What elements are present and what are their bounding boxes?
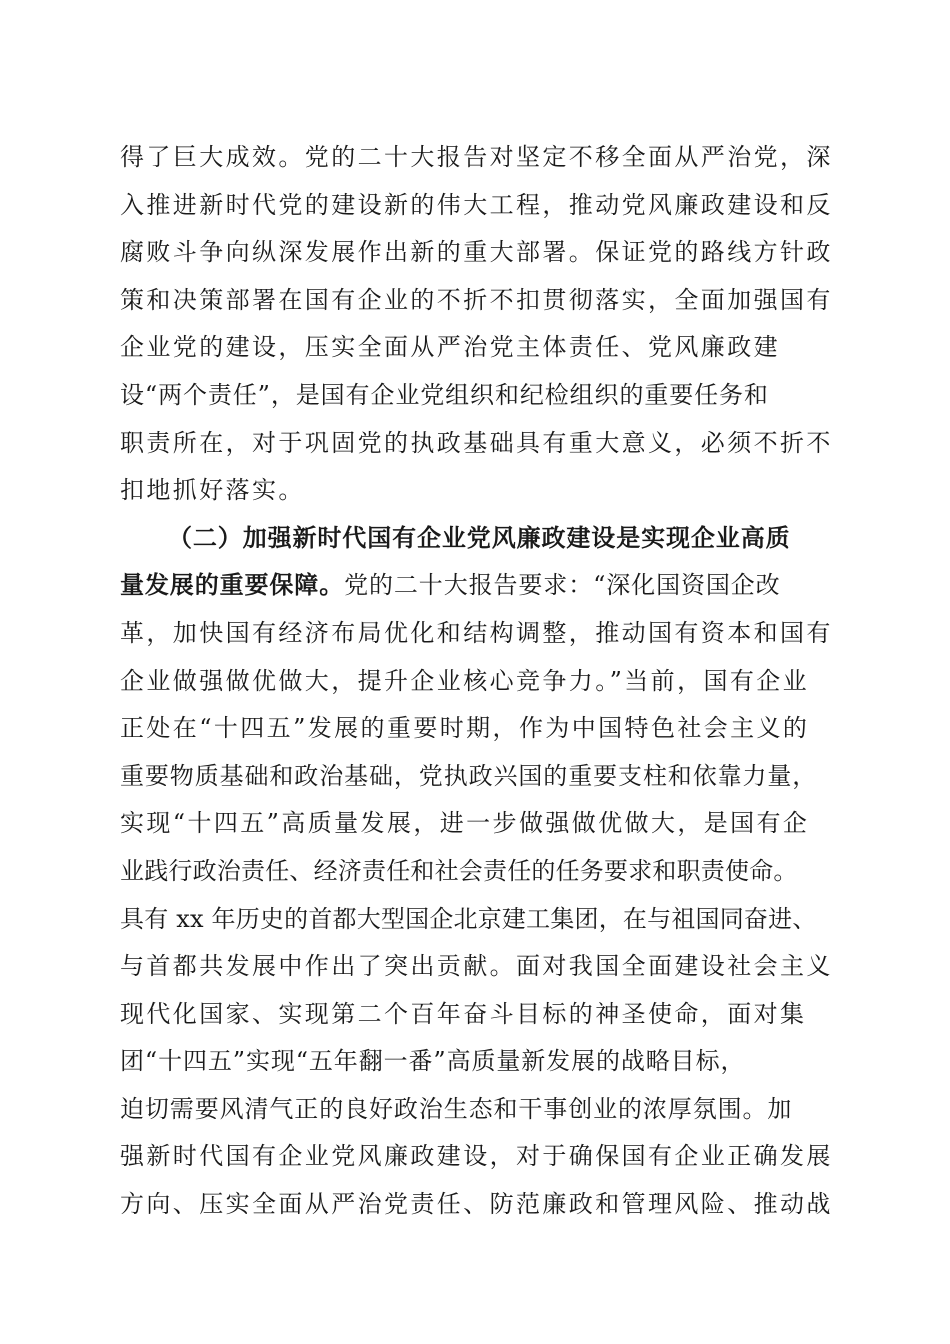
section-heading-part-2: 量发展的重要保障。 [120,571,345,600]
paragraph-1-line-6: 设“两个责任”，是国有企业党组织和纪检组织的重要任务和 [120,380,769,409]
paragraph-1-line-8: 扣地抓好落实。 [120,476,305,505]
paragraph-2-line-2-text: 党的二十大报告要求：“深化国资国企改 [344,571,781,600]
paragraph-2-line-10: 与首都共发展中作出了突出贡献。面对我国全面建设社会主义 [120,952,833,981]
paragraph-2-line-15: 方向、压实全面从严治党责任、防范廉政和管理风险、推动战 [120,1190,833,1219]
paragraph-2-line-9: 具有 xx 年历史的首都大型国企北京建工集团，在与祖国同奋进、 [120,904,817,933]
paragraph-2-line-8: 业践行政治责任、经济责任和社会责任的任务要求和职责使命。 [120,856,798,885]
paragraph-1-line-2: 入推进新时代党的建设新的伟大工程，推动党风廉政建设和反 [120,190,833,219]
paragraph-1-line-5: 企业党的建设，压实全面从严治党主体责任、党风廉政建 [120,333,780,362]
paragraph-1-line-4: 策和决策部署在国有企业的不折不扣贯彻落实，全面加强国有 [120,285,833,314]
paragraph-2-line-2 [120,562,840,610]
document-body [120,134,840,1229]
paragraph-2-line-6: 重要物质基础和政治基础，党执政兴国的重要支柱和依靠力量， [120,761,818,790]
paragraph-2-line-7: 实现“十四五”高质量发展，进一步做强做优做大，是国有企 [120,809,810,838]
paragraph-2-line-13: 迫切需要风清气正的良好政治生态和干事创业的浓厚氛围。加 [120,1094,793,1123]
paragraph-2-line-11: 现代化国家、实现第二个百年奋斗目标的神圣使命，面对集 [120,999,807,1028]
paragraph-2-line-14: 强新时代国有企业党风廉政建设，对于确保国有企业正确发展 [120,1142,833,1171]
section-heading-part-1: （二）加强新时代国有企业党风廉政建设是实现企业高质 [168,523,791,552]
paragraph-2-line-5: 正处在“十四五”发展的重要时期，作为中国特色社会主义的 [120,714,810,743]
paragraph-2-line-3: 革，加快国有经济布局优化和结构调整，推动国有资本和国有 [120,618,833,647]
paragraph-2-heading-line-1 [120,515,840,563]
paragraph-2-line-12: 团“十四五”实现“五年翻一番”高质量新发展的战略目标， [120,1047,746,1076]
paragraph-1-line-3: 腐败斗争向纵深发展作出新的重大部署。保证党的路线方针政 [120,238,833,267]
paragraph-1-line-7: 职责所在，对于巩固党的执政基础具有重大意义，必须不折不 [120,428,833,457]
paragraph-2-line-4: 企业做强做优做大，提升企业核心竞争力。”当前，国有企业 [120,666,810,695]
paragraph-1-line-1: 得了巨大成效。党的二十大报告对坚定不移全面从严治党，深 [120,143,833,171]
